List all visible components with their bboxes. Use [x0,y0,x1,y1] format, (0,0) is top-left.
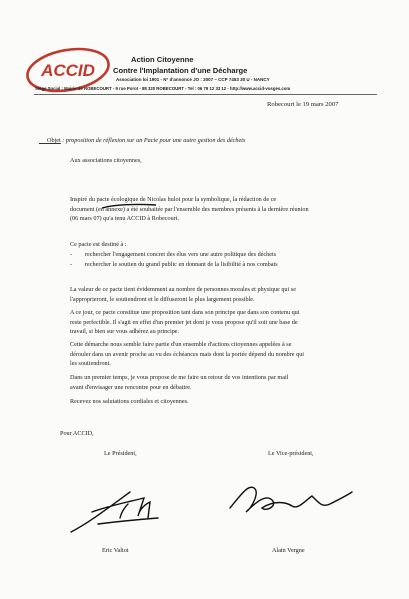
org-name-line2: Contre l'Implantation d'une Décharge [113,66,248,75]
paragraph-line: (06 mars 07) qu'a tenu ACCID à Robecourt. [70,215,180,223]
paragraph-line: document (en annexe) a été souhaitée par l'ensemble des membres présents à la dernière réunion [70,205,309,213]
paragraph-line: Inspiré du pacte écologique de Nicolas hulot pour la symbolique, la rédaction de ce [70,196,277,203]
paragraph-line: les soutiendront. [70,360,111,368]
paragraph-line: reste perfectible. Il s'agit en effet d'un premier jet dont je vous propose qu'il soit une base de [70,318,298,326]
paragraph-line: La valeur de ce pacte tient évidemment au nombre de personnes morales et physique qui se [70,286,296,293]
president-name: Eric Valtot [102,547,129,554]
svg-text:ACCID: ACCID [41,61,95,80]
head-office-info: Siège Social : Mairie de ROBECOURT - 9 rue Porot - 88 320 ROBECOURT - Tel : 06 79 12 33 12 - http://www.accid-vosges.com [35,86,291,91]
org-name-line1: Action Citoyenne [131,55,194,64]
paragraph-line: dérouler dans un avenir proche au vu des échéances mais dont la portée dépend du nombre qui [70,350,305,358]
president-signature [68,478,166,538]
paragraph-line: l'approprieront, le soutiendront et le diffuseront le plus largement possible. [70,295,255,303]
paragraph-line: avant d'envisager une rencontre pour en débattre. [70,383,192,391]
greeting: Aux associations citoyennes, [70,157,142,164]
vice-president-signature [226,478,356,522]
association-info: Association loi 1901 - N° d'annonce JO : 2007 – CCP 7453 30 U - NANCY [116,77,270,82]
paragraph-3 [70,308,300,337]
list-item: - rechercher l'engagement concret des élus vers une autre politique des déchets [70,251,277,258]
vice-president-name: Alain Vergne [272,547,305,554]
signoff: Pour ACCID, [60,430,94,437]
president-title: Le Président, [104,450,137,457]
subject-line [47,136,245,146]
list-item: - rechercher le soutien du grand public en donnant de la lisibilité à nos combats [70,260,278,268]
paragraph-line: A ce jour, ce pacte constitue une proposition tant dans son principe que dans son contenu qui [70,309,300,316]
paragraph-4 [70,340,304,369]
subject-text: : proposition de réflexion sur un Pacte pour une autre gestion des déchets [60,137,246,144]
paragraph-line: travail, si bien sur vous adhérez au principe. [70,328,180,336]
pen-underline [39,143,60,144]
subject-label: Objet [47,137,61,144]
paragraph-5 [70,373,288,392]
paragraph-2 [70,285,296,304]
purpose-list [70,250,278,269]
list-intro: Ce pacte est destiné à : [70,241,127,248]
vice-president-title: Le Vice-président, [268,450,314,457]
header-divider [34,94,377,95]
closing-salutation: Recevez nos salutations cordiales et citoyennes. [70,398,189,405]
letter-date: Robecourt le 19 mars 2007 [267,101,339,108]
pen-underline-mark [101,202,157,210]
paragraph-line: Dans un premier temps, je vous propose de me faire un retour de vos intentions par mail [70,374,289,381]
paragraph-line: Cette démarche nous semble faire partie d'un ensemble d'actions citoyennes appelées à se [70,341,292,348]
